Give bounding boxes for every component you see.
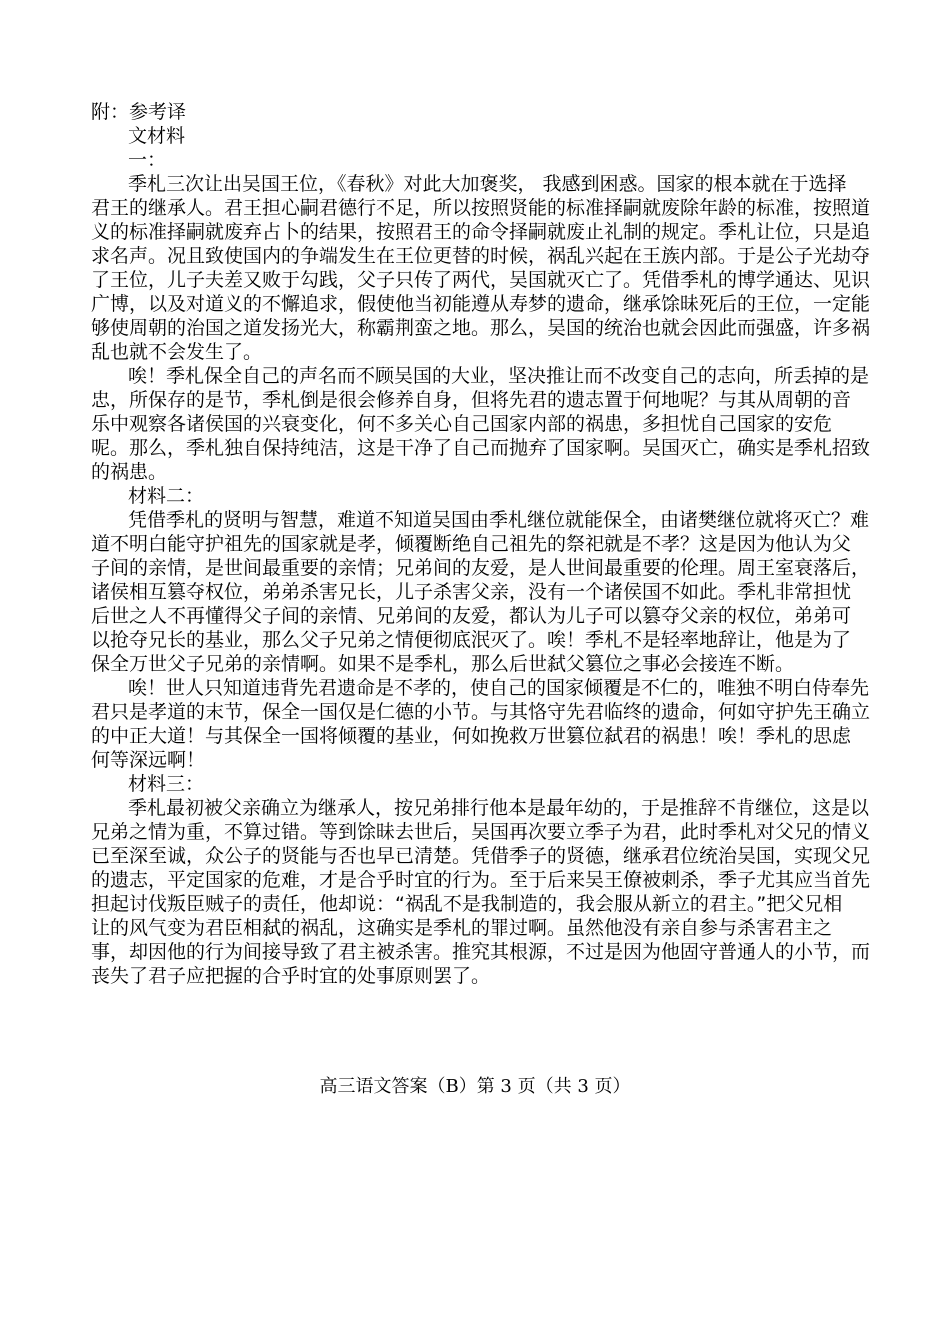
paragraph-line: 的祸患。 [91, 461, 168, 483]
section-one-title: 一： [128, 149, 167, 171]
paragraph-line: 道不明白能守护祖先的国家就是孝，倾覆断绝自己祖先的祭祀就是不孝？这是因为他认为父 [91, 533, 852, 555]
paragraph-line: 乐中观察各诸侯国的兴衰变化，何不多关心自己国家内部的祸患，多担忧自己国家的安危 [91, 413, 833, 435]
paragraph-line: 唉！季札保全自己的声名而不顾吴国的大业，坚决推让而不改变自己的志向，所丢掉的是 [128, 365, 870, 387]
paragraph-line: 忠，所保存的是节，季札倒是很会修养自身，但将先君的遗志置于何地呢？与其从周朝的音 [91, 389, 852, 411]
paragraph-line: 凭借季札的贤明与智慧，难道不知道吴国由季札继位就能保全，由诸樊继位就将灭亡？难 [128, 509, 870, 531]
paragraph-line: 的遗志，平定国家的危难，才是合乎时宜的行为。至于后来吴王僚被刺杀，季子尤其应当首先 [91, 869, 871, 891]
page-footer: 高三语文答案（B）第 3 页（共 3 页） [319, 1076, 631, 1097]
paragraph-line: 君王的继承人。君王担心嗣君德行不足，所以按照贤能的标准择嗣就废除年龄的标准，按照道 [91, 197, 871, 219]
paragraph-line: 季札最初被父亲确立为继承人，按兄弟排行他本是最年幼的，于是推辞不肯继位，这是以 [128, 797, 870, 819]
paragraph-line: 以抢夺兄长的基业，那么父子兄弟之情便彻底泯灭了。唉！季札不是轻率地辞让，他是为了 [91, 629, 852, 651]
paragraph-line: 的中正大道！与其保全一国将倾覆的基业，何如挽救万世篡位弑君的祸患！唉！季札的思虑 [91, 725, 852, 747]
paragraph-line: 诸侯相互篡夺权位，弟弟杀害兄长，儿子杀害父亲，没有一个诸侯国不如此。季札非常担忧 [91, 581, 852, 603]
appendix-label-continued: 文材料 [128, 125, 186, 147]
section-three-title: 材料三： [128, 773, 205, 795]
paragraph-line: 了王位，儿子夫差又败于勾践，父子只传了两代，吴国就灭亡了。凭借季札的博学通达、见识 [91, 269, 871, 291]
paragraph-line: 事，却因他的行为间接导致了君主被杀害。推究其根源，不过是因为他固守普通人的小节，而 [91, 941, 871, 963]
paragraph-line: 季札三次让出吴国王位，《春秋》对此大加褒奖， 我感到困惑。国家的根本就在于选择 [128, 173, 847, 195]
paragraph-line: 后世之人不再懂得父子间的亲情、兄弟间的友爱，都认为儿子可以篡夺父亲的权位，弟弟可 [91, 605, 852, 627]
paragraph-line: 义的标准择嗣就废弃占卜的结果，按照君王的命令择嗣就废止礼制的规定。季札让位，只是追 [91, 221, 871, 243]
paragraph-line: 丧失了君子应把握的合乎时宜的处事原则罢了。 [91, 965, 491, 987]
paragraph-line: 保全万世父子兄弟的亲情啊。如果不是季札，那么后世弑父篡位之事必会接连不断。 [91, 653, 795, 675]
paragraph-line: 君只是孝道的末节，保全一国仅是仁德的小节。与其恪守先君临终的遗命，何如守护先王确立 [91, 701, 871, 723]
paragraph-line: 让的风气变为君臣相弑的祸乱，这确实是季札的罪过啊。虽然他没有亲自参与杀害君主之 [91, 917, 833, 939]
paragraph-line: 广博，以及对道义的不懈追求，假使他当初能遵从寿梦的遗命，继承馀昧死后的王位，一定能 [91, 293, 871, 315]
paragraph-line: 何等深远啊！ [91, 749, 206, 771]
paragraph-line: 兄弟之情为重，不算过错。等到馀昧去世后，吴国再次要立季子为君，此时季札对父兄的情义 [91, 821, 871, 843]
paragraph-line: 够使周朝的治国之道发扬光大，称霸荆蛮之地。那么，吴国的统治也就会因此而强盛，许多祸 [91, 317, 871, 339]
appendix-label: 附：参考译 [91, 101, 187, 123]
paragraph-line: 求名声。况且致使国内的争端发生在王位更替的时候，祸乱兴起在王族内部。于是公子光劫夺 [91, 245, 871, 267]
section-two-title: 材料二： [128, 485, 205, 507]
paragraph-line: 已至深至诚，众公子的贤能与否也早已清楚。凭借季子的贤德，继承君位统治吴国，实现父兄 [91, 845, 871, 867]
paragraph-line: 担起讨伐叛臣贼子的责任，他却说：“祸乱不是我制造的，我会服从新立的君主。”把父兄相 [91, 893, 843, 915]
paragraph-line: 乱也就不会发生了。 [91, 341, 263, 363]
paragraph-line: 唉！世人只知道违背先君遗命是不孝的，使自己的国家倾覆是不仁的，唯独不明白侍奉先 [128, 677, 870, 699]
paragraph-line: 呢。那么，季札独自保持纯洁，这是干净了自己而抛弃了国家啊。吴国灭亡，确实是季札招致 [91, 437, 871, 459]
paragraph-line: 子间的亲情，是世间最重要的亲情；兄弟间的友爱，是人世间最重要的伦理。周王室衰落后， [91, 557, 871, 579]
